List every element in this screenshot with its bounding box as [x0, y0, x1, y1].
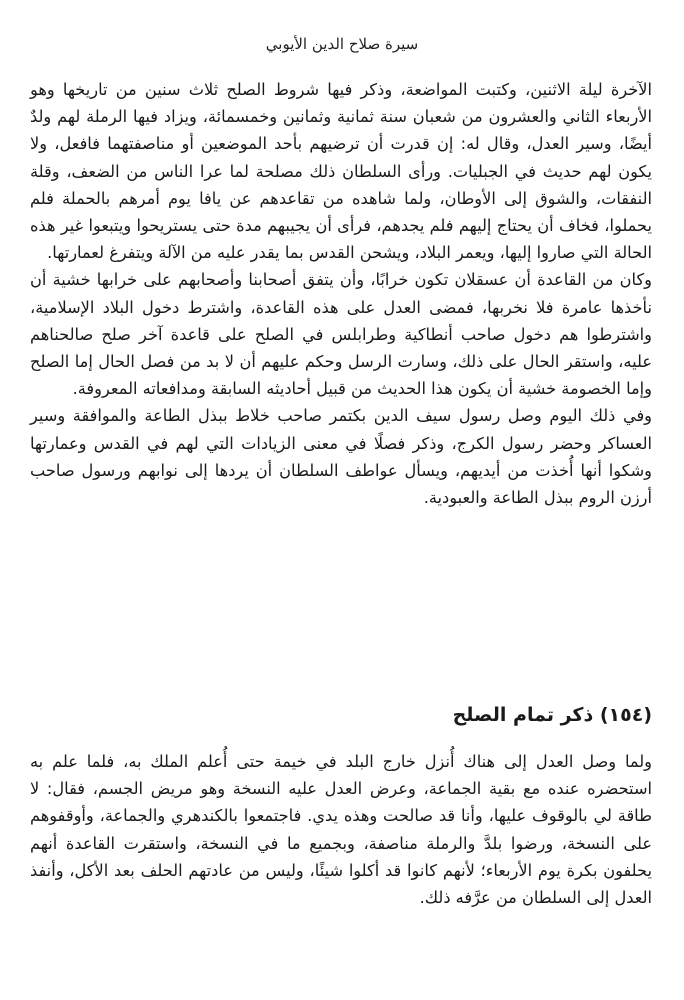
paragraph-3: وفي ذلك اليوم وصل رسول سيف الدين بكتمر صاحب خلاط ببذل الطاعة والموافقة وسير العساكر وحضر رسول الكرج، وذكر فصلًا في معنى الزيادات التي لهم في القدس وعمارتها وشكوا أنها أُخذت من أيديهم، ويسأل عواطف السلطان أن يردها إلى نوابهم ورسول صاحب أرزن الروم ببذل الطاعة والعبودية.: [30, 406, 652, 508]
paragraph-2: وكان من القاعدة أن عسقلان تكون خرابًا، وأن يتفق أصحابنا وأصحابهم على خرابها خشية أن نأخذها عامرة فلا نخربها، فمضى العدل على هذه القاعدة، واشترط دخول البلاد الإسلامية، واشترطوا هم دخول صاحب أنطاكية وطرابلس في الصلح على قاعدة آخر صلح صالحناهم عليه، واستقر الحال على ذلك، وسارت الرسل وحكم عليهم أن لا بد من فصل الحال إما الصلح وإما الخصومة خشية أن يكون هذا الحديث من قبيل أحاديثه السابقة ومدافعاته المعروفة.: [30, 270, 652, 399]
section-body: [30, 748, 652, 911]
section-paragraph-1: ولما وصل العدل إلى هناك أُنزل خارج البلد في خيمة حتى أُعلم الملك به، فلما علم به استحضره عنده مع بقية الجماعة، وعرض العدل عليه النسخة وهو مريض الجسم، فقال: لا طاقة لي بالوقوف عليها، وأنا قد صالحت وهذه يدي. فاجتمعوا بالكندهري والجماعة، وأوقفوهم على النسخة، ورضوا بلدَّ والرملة مناصفة، وبجميع ما في النسخة، واستقرت القاعدة أنهم يحلفون بكرة يوم الأربعاء؛ لأنهم كانوا قد أكلوا شيئًا، وليس من عادتهم الحلف بعد الأكل، وأنفذ العدل إلى السلطان من عرَّفه ذلك.: [30, 752, 652, 908]
section-heading: (١٥٤) ذكر تمام الصلح: [452, 704, 652, 726]
body-text: [30, 76, 652, 511]
running-header: سيرة صلاح الدين الأيوبي: [265, 35, 419, 53]
paragraph-1: الآخرة ليلة الاثنين، وكتبت المواضعة، وذكر فيها شروط الصلح ثلاث سنين من تاريخها وهو الأربعاء الثاني والعشرون من شعبان سنة ثمانية وثمانين وخمسمائة، ويزاد فيها الرملة لهم ولدٌ أيضًا، وسير العدل، وقال له: إن قدرت أن ترضيهم بأحد الموضعين أو مناصفتهما فافعل، ولا يكون لهم حديث في الجبليات. ورأى السلطان ذلك مصلحة لما عرا الناس من الضعف، وقلة النفقات، والشوق إلى الأوطان، ولما شاهده من تقاعدهم عن يافا يوم أمرهم بالحملة فلم يحملوا، فخاف أن يحتاج إليهم فلم يجدهم، فرأى أن يجيبهم مدة حتى يستريحوا ويتبعوا غير هذه الحالة التي صاروا إليها، ويعمر البلاد، ويشحن القدس بما يقدر عليه من الآلة ويتفرغ لعمارتها.: [30, 80, 652, 263]
